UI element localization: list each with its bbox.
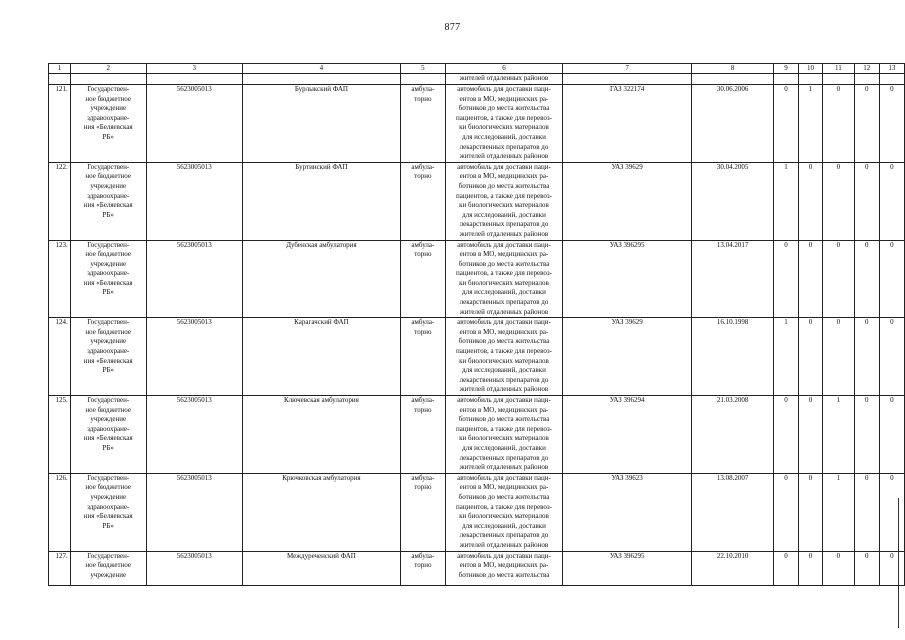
facility-name-text: Дубенская амбулатория xyxy=(286,240,357,249)
service-type xyxy=(400,473,445,551)
vehicle-purpose xyxy=(445,85,562,163)
service-type xyxy=(400,240,445,318)
vehicle-purpose xyxy=(445,473,562,551)
vehicle-purpose-text: автомобиль для доставки паци- ентов в МО, медицинских ра- ботников до места жительства пациентов, а также для перевоз- ки биологических материалов для исследований, доставки лекарственных препаратов до жителей отдаленных районов xyxy=(456,396,552,472)
service-type-text: амбула- торно xyxy=(411,162,435,181)
vehicle-purpose xyxy=(445,551,562,585)
facility-name-text: Крючковская амбулатория xyxy=(282,473,361,482)
facility-name xyxy=(242,551,400,585)
vehicle-purpose-text: автомобиль для доставки паци- ентов в МО, медицинских ра- ботников до места жительства пациентов, а также для перевоз- ки биологических материалов для исследований, доставки лекарственных препаратов до жителей отдаленных районов xyxy=(456,162,552,238)
row-number-text: 122. xyxy=(55,162,68,171)
empty-cell xyxy=(49,74,71,85)
service-type xyxy=(400,162,445,240)
empty-cell xyxy=(563,74,692,85)
inn-code-text: 5623005013 xyxy=(176,396,212,404)
service-type-text: амбула- торно xyxy=(411,85,435,103)
count-cell: 0 xyxy=(823,162,855,240)
vehicle-model-text: УАЗ 396294 xyxy=(609,396,645,404)
vehicle-purpose-text: автомобиль для доставки паци- ентов в МО, медицинских ра- ботников до места жительства пациентов, а также для перевоз- ки биологических материалов для исследований, доставки лекарственных препаратов до жителей отдаленных районов xyxy=(456,85,552,161)
inn-code xyxy=(146,162,242,240)
institution-name-text: Государствен- ное бюджетное учреждение здравоохране- ния «Беляевская РБ» xyxy=(83,473,133,530)
vehicle-purpose xyxy=(445,162,562,240)
registration-date xyxy=(692,162,774,240)
institution-name-text: Государствен- ное бюджетное учреждение здравоохране- ния «Беляевская РБ» xyxy=(83,85,133,141)
vehicle-purpose xyxy=(445,396,562,474)
empty-cell xyxy=(854,74,879,85)
row-number-text: 124. xyxy=(55,318,68,327)
vehicle-model-text: УАЗ 396295 xyxy=(609,551,645,560)
facility-name-text: Ключевская амбулатория xyxy=(283,396,359,404)
count-cell: 0 xyxy=(879,240,904,318)
registration-date xyxy=(692,396,774,474)
count-cell: 0 xyxy=(879,162,904,240)
table-row xyxy=(49,85,905,163)
header-cell: 8 xyxy=(692,64,774,74)
table-row xyxy=(49,396,905,474)
registration-date-text: 22.10.2010 xyxy=(716,551,749,560)
empty-cell xyxy=(823,74,855,85)
facility-name-text: Бурлыкский ФАП xyxy=(294,85,348,93)
count-cell: 0 xyxy=(854,318,879,396)
vehicle-purpose-text: автомобиль для доставки паци- ентов в МО, медицинских ра- ботников до места жительства пациентов, а также для перевоз- ки биологических материалов для исследований, доставки лекарственных препаратов до жителей отдаленных районов xyxy=(456,473,552,549)
row-number xyxy=(49,396,71,474)
institution-name xyxy=(70,318,146,396)
registration-date-text: 30.04.2005 xyxy=(716,162,749,171)
row-number xyxy=(49,551,71,585)
table-row xyxy=(49,240,905,318)
registration-date xyxy=(692,240,774,318)
header-cell: 3 xyxy=(146,64,242,74)
row-number xyxy=(49,240,71,318)
table-row xyxy=(49,318,905,396)
facility-name-text: Буртинский ФАП xyxy=(295,162,348,171)
page-edge-mark xyxy=(898,498,899,628)
inn-code-text: 5623005013 xyxy=(176,240,212,249)
table-row xyxy=(49,551,905,585)
empty-cell xyxy=(774,74,799,85)
institution-name-text: Государствен- ное бюджетное учреждение здравоохране- ния «Беляевская РБ» xyxy=(83,162,133,219)
count-cell: 1 xyxy=(774,318,799,396)
column-number-header xyxy=(49,64,905,74)
service-type-text: амбула- торно xyxy=(411,396,435,414)
count-cell: 0 xyxy=(774,551,799,585)
vehicle-purpose-text: автомобиль для доставки паци- ентов в МО, медицинских ра- ботников до места жительства пациентов, а также для перевоз- ки биологических материалов для исследований, доставки лекарственных препаратов до жителей отдаленных районов xyxy=(456,318,552,394)
registration-date-text: 16.10.1998 xyxy=(716,318,749,327)
header-cell: 12 xyxy=(854,64,879,74)
header-cell: 5 xyxy=(400,64,445,74)
service-type xyxy=(400,318,445,396)
count-cell: 0 xyxy=(854,473,879,551)
table-row xyxy=(49,473,905,551)
institution-name-text: Государствен- ное бюджетное учреждение здравоохране- ния «Беляевская РБ» xyxy=(83,396,133,452)
vehicle-model xyxy=(563,318,692,396)
service-type xyxy=(400,551,445,585)
inn-code-text: 5623005013 xyxy=(176,162,212,171)
count-cell: 1 xyxy=(774,162,799,240)
count-cell: 0 xyxy=(798,162,822,240)
row-number xyxy=(49,473,71,551)
count-cell: 0 xyxy=(854,162,879,240)
inn-code xyxy=(146,473,242,551)
empty-cell xyxy=(400,74,445,85)
header-cell: 4 xyxy=(242,64,400,74)
vehicle-model xyxy=(563,551,692,585)
empty-cell xyxy=(798,74,822,85)
registration-date xyxy=(692,473,774,551)
count-cell: 1 xyxy=(823,396,855,474)
vehicle-model xyxy=(563,473,692,551)
count-cell: 0 xyxy=(879,318,904,396)
service-type xyxy=(400,85,445,163)
row-number-text: 127. xyxy=(55,551,68,560)
registration-date-text: 13.08.2007 xyxy=(716,473,749,482)
institution-name-text: Государствен- ное бюджетное учреждение здравоохране- ния «Беляевская РБ» xyxy=(83,240,133,297)
facility-name-text: Междуреченский ФАП xyxy=(286,551,356,560)
inn-code-text: 5623005013 xyxy=(176,473,212,482)
vehicle-model xyxy=(563,85,692,163)
count-cell: 0 xyxy=(798,551,822,585)
institution-name-text: Государствен- ное бюджетное учреждение xyxy=(85,551,131,579)
header-cell: 7 xyxy=(563,64,692,74)
header-cell: 2 xyxy=(70,64,146,74)
row-number xyxy=(49,318,71,396)
registration-date-text: 13.04.2017 xyxy=(716,240,749,249)
count-cell: 0 xyxy=(823,240,855,318)
header-cell: 11 xyxy=(823,64,855,74)
service-type-text: амбула- торно xyxy=(411,551,435,570)
empty-cell xyxy=(70,74,146,85)
facility-name xyxy=(242,240,400,318)
empty-cell xyxy=(879,74,904,85)
vehicle-model-text: УАЗ 39629 xyxy=(611,162,643,171)
row-number xyxy=(49,85,71,163)
vehicle-model xyxy=(563,240,692,318)
registration-date xyxy=(692,551,774,585)
institution-name xyxy=(70,240,146,318)
count-cell: 0 xyxy=(774,396,799,474)
vehicle-model xyxy=(563,162,692,240)
service-type-text: амбула- торно xyxy=(411,240,435,259)
page-number: 877 xyxy=(444,22,461,33)
header-cell: 6 xyxy=(445,64,562,74)
count-cell: 0 xyxy=(774,473,799,551)
empty-cell xyxy=(242,74,400,85)
count-cell: 0 xyxy=(823,551,855,585)
count-cell: 0 xyxy=(798,318,822,396)
vehicle-model-text: УАЗ 396295 xyxy=(609,240,645,249)
institution-name xyxy=(70,396,146,474)
table-row xyxy=(49,162,905,240)
row-number xyxy=(49,162,71,240)
count-cell: 0 xyxy=(823,85,855,163)
count-cell: 0 xyxy=(774,85,799,163)
institution-name xyxy=(70,473,146,551)
institution-name xyxy=(70,162,146,240)
empty-cell xyxy=(692,74,774,85)
inn-code xyxy=(146,318,242,396)
facility-name xyxy=(242,396,400,474)
vehicle-table xyxy=(48,63,905,586)
count-cell: 0 xyxy=(798,240,822,318)
registration-date-text: 21.03.2008 xyxy=(716,396,749,404)
empty-cell xyxy=(146,74,242,85)
vehicle-purpose-text: автомобиль для доставки паци- ентов в МО, медицинских ра- ботников до места жительства пациентов, а также для перевоз- ки биологических материалов для исследований, доставки лекарственных препаратов до жителей отдаленных районов xyxy=(456,240,552,316)
row-number-text: 121. xyxy=(55,85,68,93)
inn-code-text: 5623005013 xyxy=(176,85,212,93)
count-cell: 0 xyxy=(774,240,799,318)
facility-name xyxy=(242,473,400,551)
inn-code xyxy=(146,396,242,474)
header-cell: 13 xyxy=(879,64,904,74)
registration-date-text: 30.06.2006 xyxy=(716,85,749,93)
row-number-text: 126. xyxy=(55,473,68,482)
inn-code xyxy=(146,551,242,585)
row-number-text: 123. xyxy=(55,240,68,249)
count-cell: 0 xyxy=(798,396,822,474)
vehicle-model-text: УАЗ 39623 xyxy=(611,473,643,482)
vehicle-purpose xyxy=(445,240,562,318)
inn-code xyxy=(146,240,242,318)
count-cell: 0 xyxy=(854,85,879,163)
header-cell: 1 xyxy=(49,64,71,74)
registration-date xyxy=(692,318,774,396)
institution-name-text: Государствен- ное бюджетное учреждение здравоохране- ния «Беляевская РБ» xyxy=(83,318,133,375)
vehicle-model-text: УАЗ 39629 xyxy=(611,318,643,327)
vehicle-model-text: ГАЗ 322174 xyxy=(609,85,645,93)
inn-code xyxy=(146,85,242,163)
count-cell: 1 xyxy=(823,473,855,551)
registration-date xyxy=(692,85,774,163)
vehicle-purpose xyxy=(445,318,562,396)
count-cell: 0 xyxy=(879,551,904,585)
count-cell: 0 xyxy=(798,473,822,551)
institution-name xyxy=(70,551,146,585)
continuation-row xyxy=(49,74,905,85)
facility-name xyxy=(242,318,400,396)
count-cell: 0 xyxy=(879,473,904,551)
facility-name xyxy=(242,162,400,240)
inn-code-text: 5623005013 xyxy=(176,318,212,327)
count-cell: 0 xyxy=(854,396,879,474)
service-type-text: амбула- торно xyxy=(411,318,435,336)
count-cell: 0 xyxy=(854,551,879,585)
count-cell: 1 xyxy=(798,85,822,163)
facility-name-text: Карагачский ФАП xyxy=(294,318,349,327)
continuation-text: жителей отдаленных районов xyxy=(445,74,562,85)
count-cell: 0 xyxy=(854,240,879,318)
count-cell: 0 xyxy=(879,396,904,474)
count-cell: 0 xyxy=(879,85,904,163)
header-cell: 9 xyxy=(774,64,799,74)
row-number-text: 125. xyxy=(55,396,68,404)
service-type xyxy=(400,396,445,474)
facility-name xyxy=(242,85,400,163)
inn-code-text: 5623005013 xyxy=(176,551,212,560)
header-cell: 10 xyxy=(798,64,822,74)
count-cell: 0 xyxy=(823,318,855,396)
vehicle-model xyxy=(563,396,692,474)
vehicle-purpose-text: автомобиль для доставки паци- ентов в МО, медицинских ра- ботников до места жительства xyxy=(457,551,551,579)
institution-name xyxy=(70,85,146,163)
service-type-text: амбула- торно xyxy=(411,473,435,492)
